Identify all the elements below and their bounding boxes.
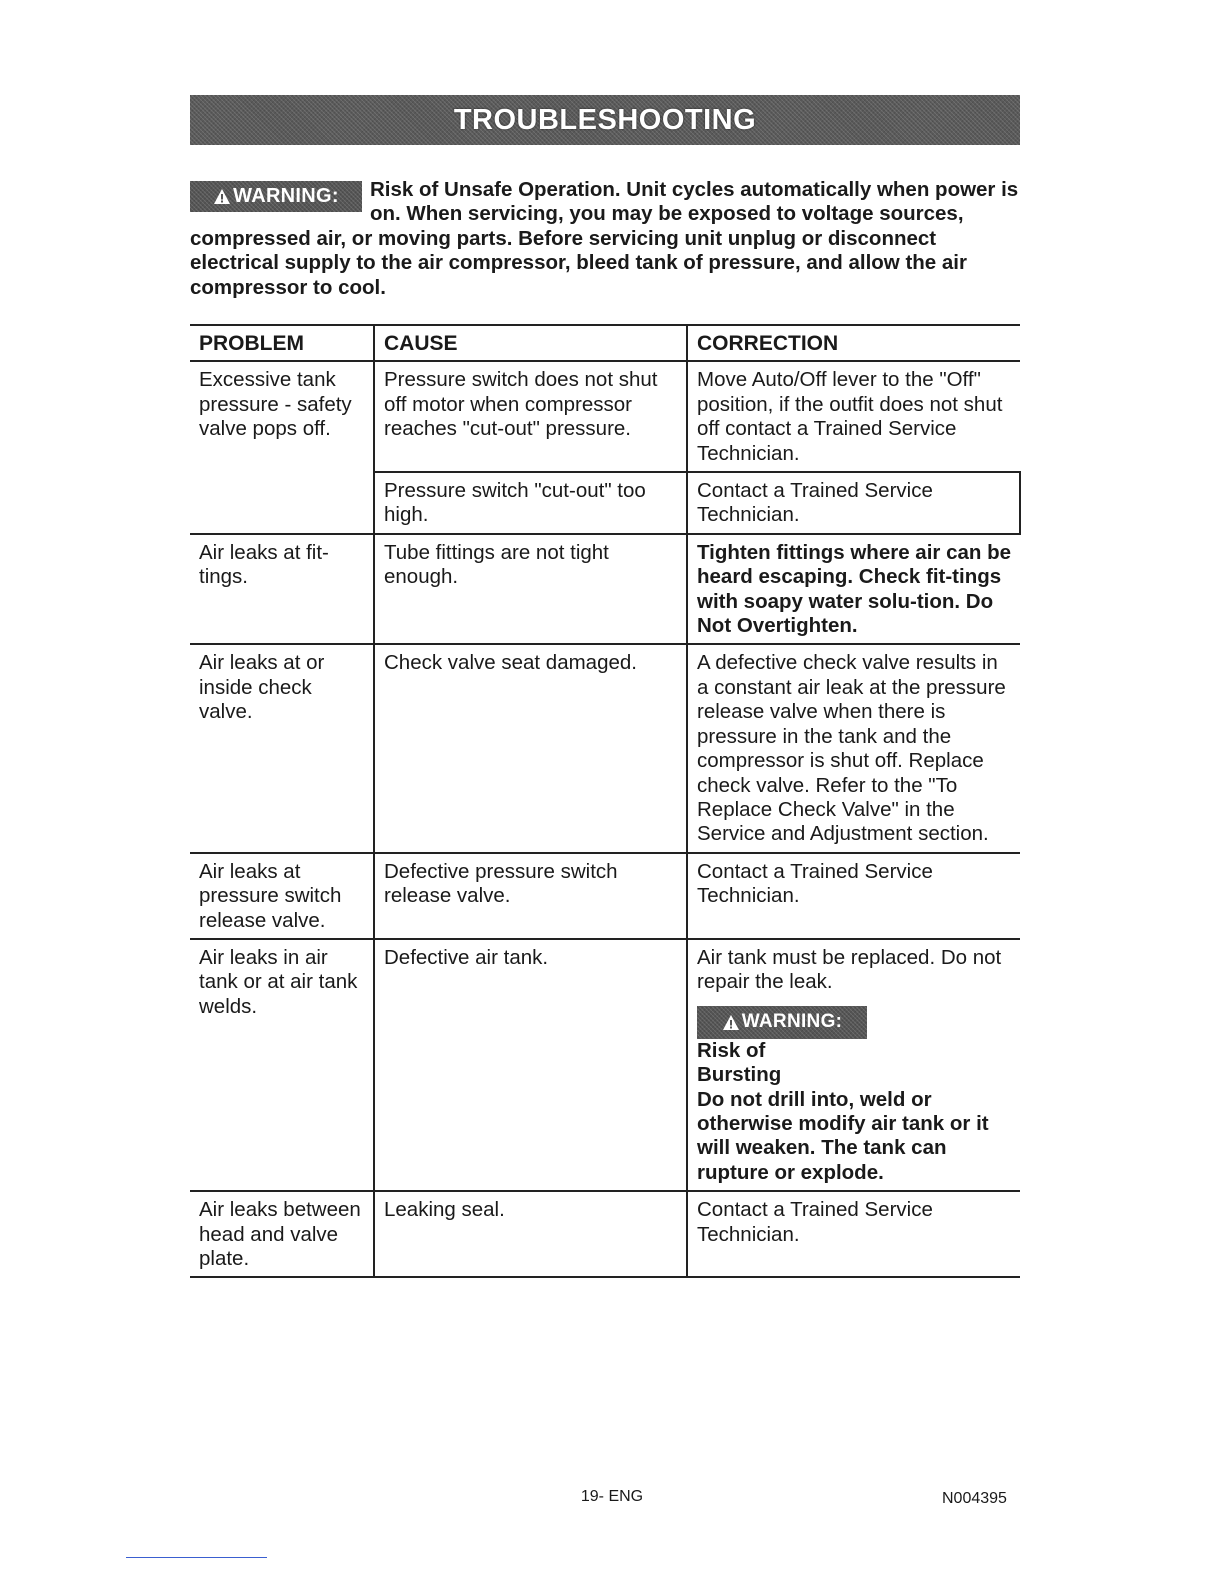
cause-cell: Check valve seat damaged. bbox=[374, 644, 687, 852]
header-correction: CORRECTION bbox=[687, 325, 1020, 361]
correction-cell: Contact a Trained Service Technician. bbox=[687, 1191, 1020, 1277]
cause-cell: Pressure switch does not shut off motor when compressor reaches "cut-out" pressure. bbox=[374, 361, 687, 472]
warning-triangle-icon bbox=[722, 1014, 740, 1031]
table-row bbox=[190, 1191, 1020, 1277]
table-row bbox=[190, 853, 1020, 939]
problem-cell: Air leaks at pressure switch release valve. bbox=[190, 853, 374, 939]
correction-cell bbox=[687, 939, 1020, 1191]
correction-cell: Contact a Trained Service Technician. bbox=[687, 472, 1020, 534]
correction-cell: Contact a Trained Service Technician. bbox=[687, 853, 1020, 939]
table-row bbox=[190, 361, 1020, 472]
header-cause: CAUSE bbox=[374, 325, 687, 361]
problem-cell: Excessive tank pressure - safety valve pops off. bbox=[190, 361, 374, 533]
problem-cell: Air leaks at or inside check valve. bbox=[190, 644, 374, 852]
main-warning bbox=[190, 178, 1020, 300]
problem-cell: Air leaks in air tank or at air tank welds. bbox=[190, 939, 374, 1191]
problem-cell: Air leaks between head and valve plate. bbox=[190, 1191, 374, 1277]
warning-badge bbox=[697, 1006, 867, 1039]
header-problem: PROBLEM bbox=[190, 325, 374, 361]
problem-cell: Air leaks at fit-tings. bbox=[190, 534, 374, 645]
warning-triangle-icon bbox=[213, 188, 231, 205]
correction-cell: Tighten fittings where air can be heard escaping. Check fit-tings with soapy water solu-tion. Do Not Overtighten. bbox=[687, 534, 1020, 645]
cause-cell: Tube fittings are not tight enough. bbox=[374, 534, 687, 645]
bursting-warning bbox=[697, 1003, 1011, 1185]
table-row bbox=[190, 939, 1020, 1191]
table-row bbox=[190, 534, 1020, 645]
correction-text: Air tank must be replaced. Do not repair the leak. bbox=[697, 945, 1002, 994]
document-code: N004395 bbox=[942, 1490, 1007, 1507]
cause-cell: Defective pressure switch release valve. bbox=[374, 853, 687, 939]
page-title: TROUBLESHOOTING bbox=[453, 103, 757, 136]
warning-label: WARNING: bbox=[741, 1011, 843, 1033]
warning-text: Risk of Unsafe Operation. Unit cycles automatically when power is on. When servicing, you may be exposed to voltage sources, compressed air, or moving parts. Before servicing unit unplug or disconnect electrical supply to the air compressor, bleed tank of pressure, and allow the air compressor to cool. bbox=[190, 178, 1019, 299]
correction-cell: A defective check valve results in a constant air leak at the pressure release valve when there is pressure in the tank and the compressor is shut off. Replace check valve. Refer to the "To Replace Check Valve" in the Service and Adjustment section. bbox=[687, 644, 1020, 852]
table-row bbox=[190, 644, 1020, 852]
table-header-row bbox=[190, 325, 1020, 361]
cause-cell: Pressure switch "cut-out" too high. bbox=[374, 472, 687, 534]
warning-text: Do not drill into, weld or otherwise modify air tank or it will weaken. The tank can rupture or explode. bbox=[697, 1087, 989, 1184]
page-number: 19- ENG bbox=[580, 1488, 644, 1505]
warning-badge bbox=[190, 181, 362, 212]
correction-cell: Move Auto/Off lever to the "Off" position, if the outfit does not shut off contact a Trained Service Technician. bbox=[687, 361, 1020, 472]
warning-label: WARNING: bbox=[233, 185, 339, 208]
link-underline bbox=[126, 1557, 267, 1558]
cause-cell: Leaking seal. bbox=[374, 1191, 687, 1277]
troubleshooting-table bbox=[190, 324, 1021, 1278]
warning-heading: Risk of Bursting bbox=[697, 1038, 782, 1087]
title-banner bbox=[190, 95, 1020, 145]
cause-cell: Defective air tank. bbox=[374, 939, 687, 1191]
